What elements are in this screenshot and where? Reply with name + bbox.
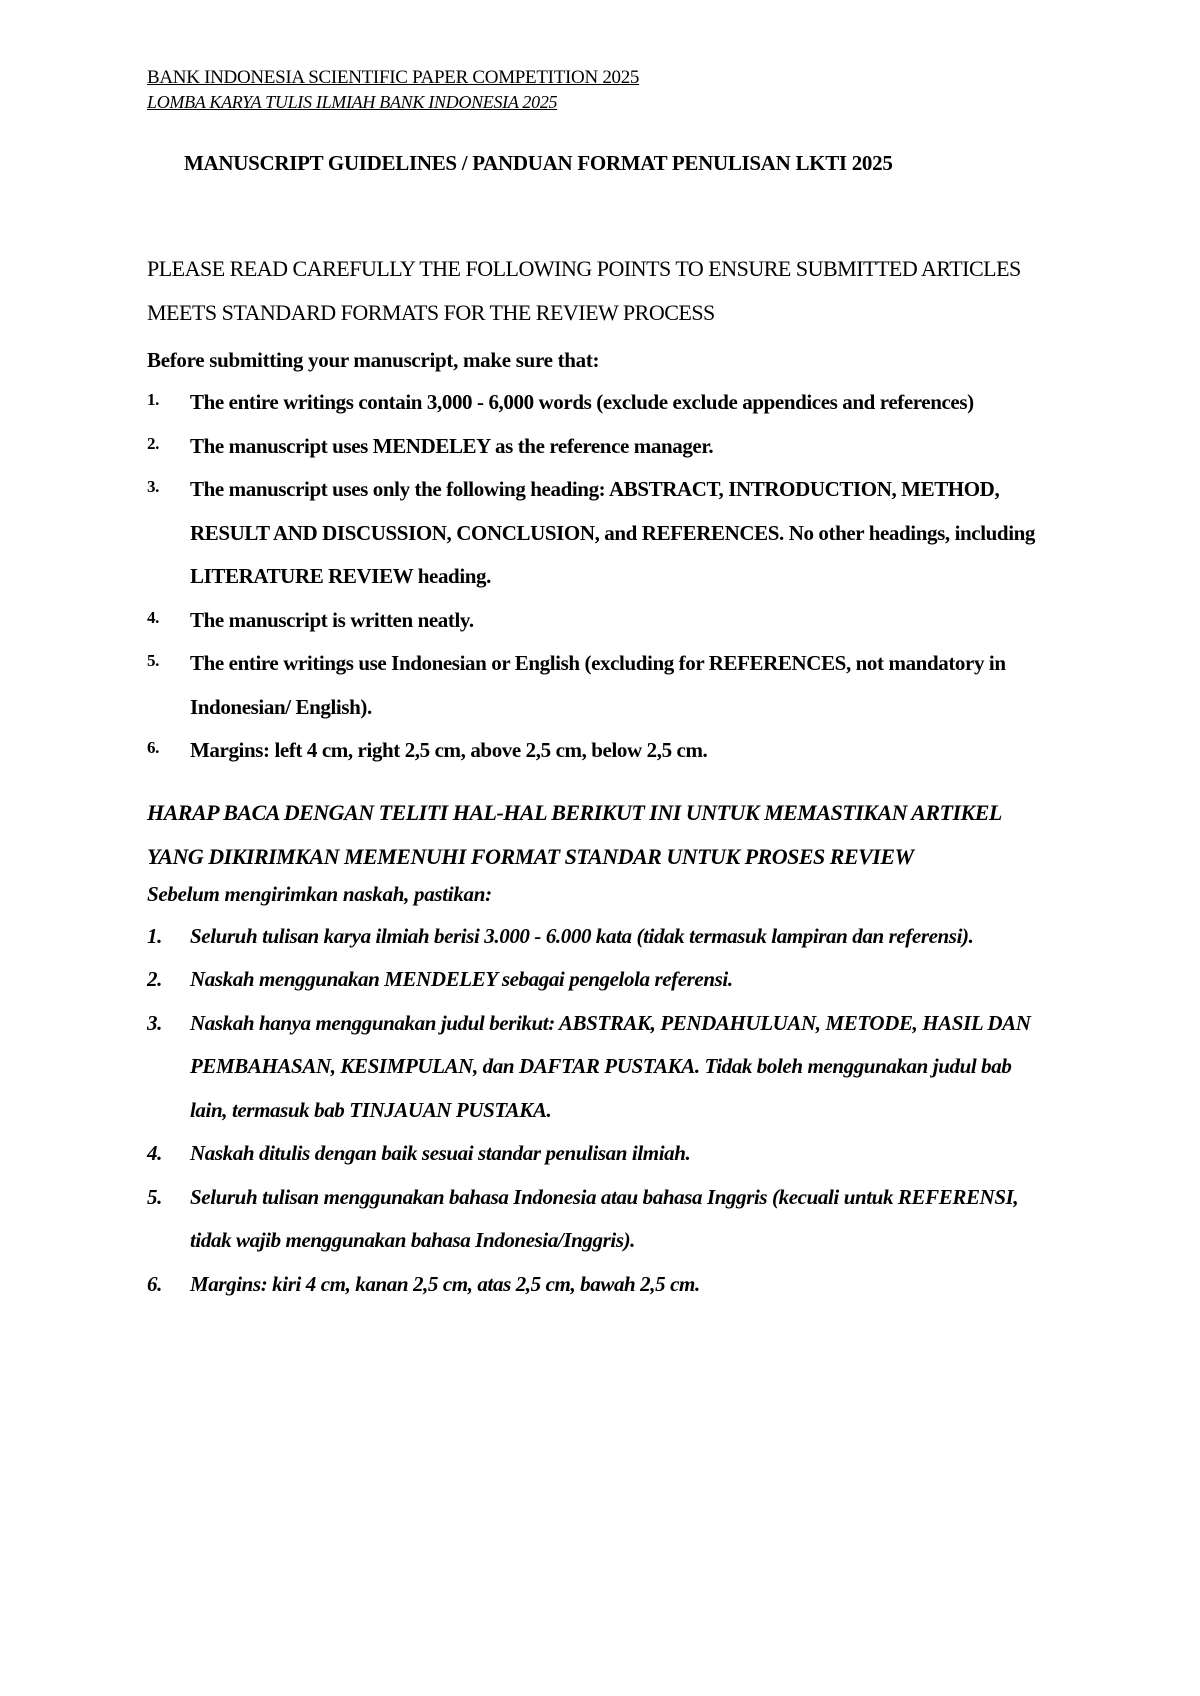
list-item-text: The entire writings contain 3,000 - 6,000 words (exclude exclude appendices and references): [190, 390, 974, 414]
list-item-number: 3.: [147, 1010, 162, 1035]
english-intro: Before submitting your manuscript, make sure that:: [147, 348, 600, 372]
list-item-number: 5.: [147, 651, 159, 670]
list-item-text: Naskah menggunakan MENDELEY sebagai pengelola referensi.: [190, 967, 733, 991]
list-item-number: 1.: [147, 923, 162, 948]
list-item-text: The entire writings use Indonesian or English (excluding for REFERENCES, not mandatory in Indonesian/ English).: [190, 651, 1006, 719]
list-item-text: The manuscript uses MENDELEY as the reference manager.: [190, 433, 714, 458]
list-item: [147, 915, 1047, 959]
english-checklist: [147, 381, 1047, 773]
list-item-number: 6.: [147, 1271, 162, 1296]
list-item-number: 4.: [147, 607, 159, 627]
list-item-text: Naskah ditulis dengan baik sesuai standar penulisan ilmiah.: [190, 1141, 691, 1165]
header-line-english: BANK INDONESIA SCIENTIFIC PAPER COMPETITION 2025: [147, 67, 640, 88]
document-page: [147, 66, 1047, 1306]
list-item-number: 2.: [147, 967, 162, 991]
indonesian-section-heading: HARAP BACA DENGAN TELITI HAL-HAL BERIKUT INI UNTUK MEMASTIKAN ARTIKEL YANG DIKIRIMKAN MEMENUHI FORMAT STANDAR UNTUK PROSES REVIEW: [147, 799, 1002, 869]
list-item: [147, 1002, 1047, 1133]
indonesian-checklist: [147, 915, 1047, 1307]
list-item: [147, 599, 1047, 643]
list-item: [147, 642, 1047, 729]
list-item-number: 5.: [147, 1184, 162, 1209]
list-item: [147, 729, 1047, 773]
list-item-text: Margins: left 4 cm, right 2,5 cm, above 2,5 cm, below 2,5 cm.: [190, 738, 708, 762]
list-item-number: 6.: [147, 738, 159, 757]
list-item-number: 2.: [147, 433, 159, 453]
list-item: [147, 958, 1047, 1002]
header-line-indonesian: LOMBA KARYA TULIS ILMIAH BANK INDONESIA 2025: [147, 92, 558, 112]
list-item-number: 4.: [147, 1141, 162, 1165]
list-item: [147, 425, 1047, 469]
list-item-number: 1.: [147, 390, 159, 409]
list-item: [147, 1176, 1047, 1263]
list-item-text: The manuscript uses only the following heading: ABSTRACT, INTRODUCTION, METHOD, RESULT AND DISCUSSION, CONCLUSION, and REFERENCES. No other headings, including LITERATURE REVIEW heading.: [190, 477, 1036, 588]
list-item: [147, 1263, 1047, 1307]
list-item-text: The manuscript is written neatly.: [190, 607, 474, 632]
list-item-number: 3.: [147, 477, 159, 496]
list-item: [147, 468, 1047, 599]
list-item-text: Margins: kiri 4 cm, kanan 2,5 cm, atas 2,5 cm, bawah 2,5 cm.: [190, 1271, 700, 1296]
list-item: [147, 1132, 1047, 1176]
indonesian-intro: Sebelum mengirimkan naskah, pastikan:: [147, 881, 492, 906]
document-title: MANUSCRIPT GUIDELINES / PANDUAN FORMAT PENULISAN LKTI 2025: [184, 151, 893, 175]
list-item-text: Seluruh tulisan karya ilmiah berisi 3.000 - 6.000 kata (tidak termasuk lampiran dan referensi).: [190, 923, 974, 948]
list-item-text: Naskah hanya menggunakan judul berikut: ABSTRAK, PENDAHULUAN, METODE, HASIL DAN PEMBAHASAN, KESIMPULAN, dan DAFTAR PUSTAKA. Tidak boleh menggunakan judul bab lain, termasuk bab TINJAUAN PUSTAKA.: [190, 1010, 1031, 1122]
list-item-text: Seluruh tulisan menggunakan bahasa Indonesia atau bahasa Inggris (kecuali untuk REFERENSI, tidak wajib menggunakan bahasa Indonesia/Inggris).: [190, 1184, 1019, 1252]
list-item: [147, 381, 1047, 425]
english-section-heading: PLEASE READ CAREFULLY THE FOLLOWING POINTS TO ENSURE SUBMITTED ARTICLES MEETS STANDARD FORMATS FOR THE REVIEW PROCESS: [147, 256, 1021, 325]
